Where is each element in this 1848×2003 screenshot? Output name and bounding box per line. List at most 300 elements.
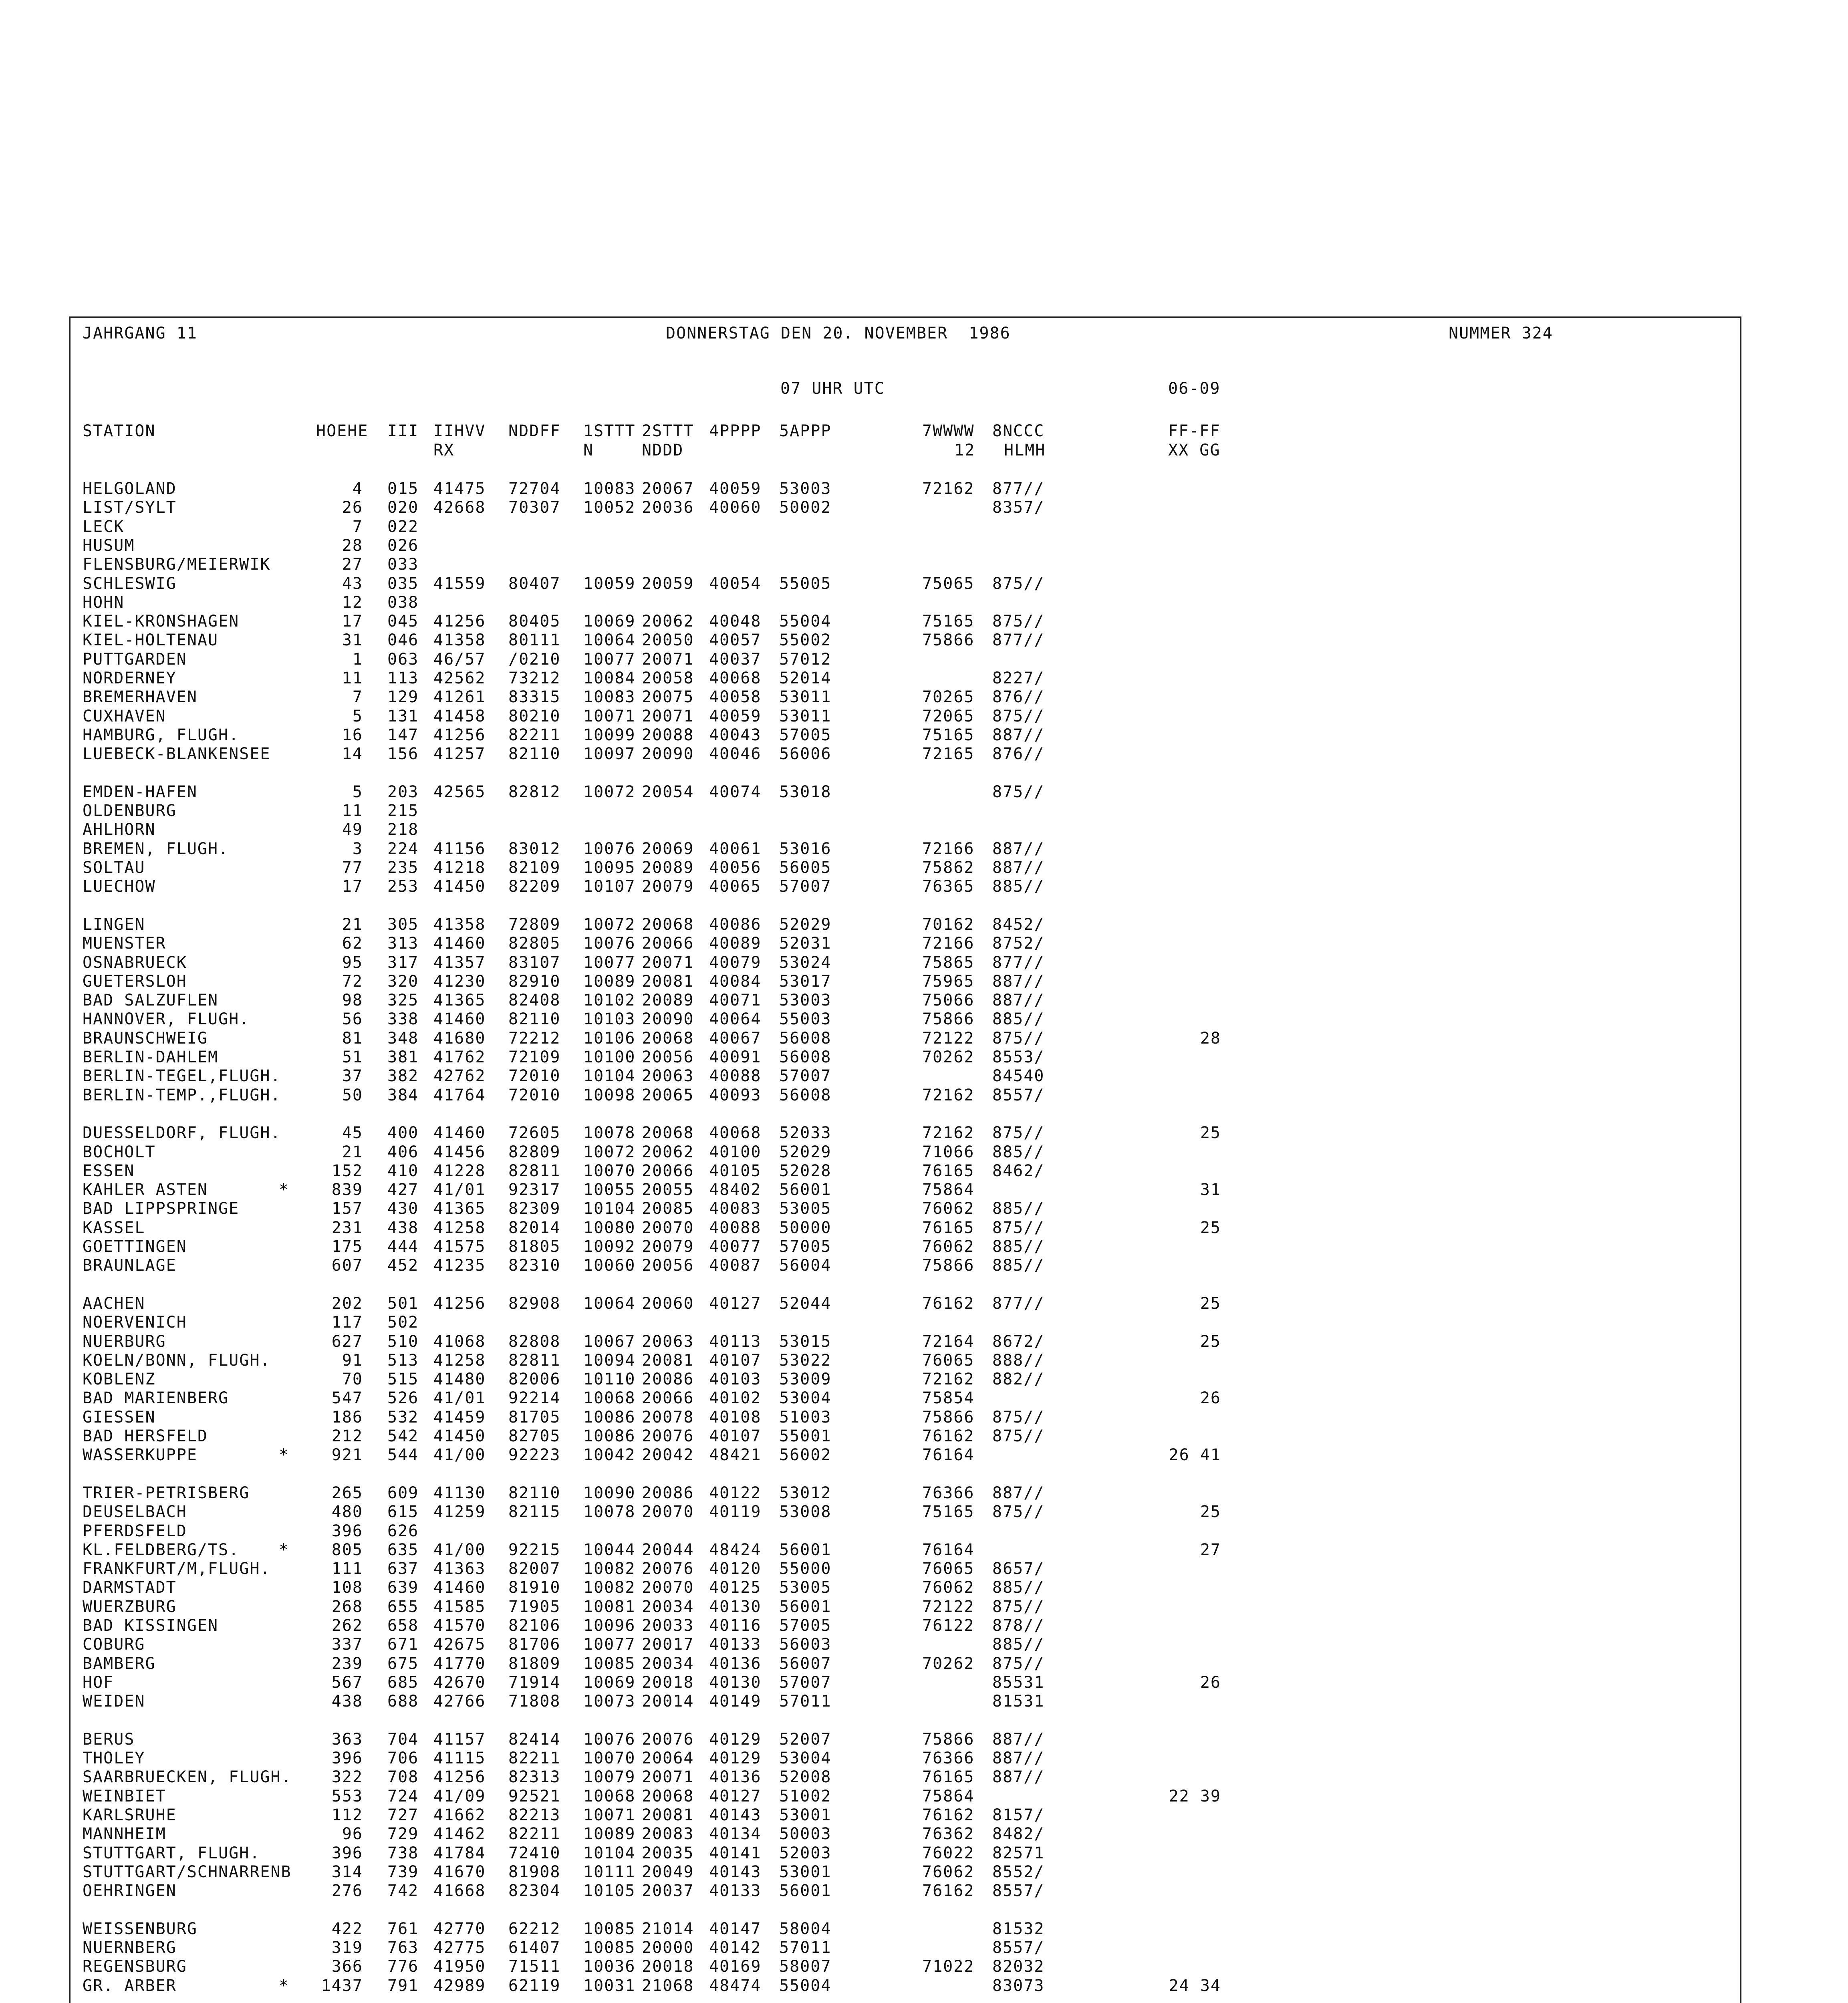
cell-nddff: 82006 xyxy=(508,1370,561,1389)
cell-hoehe: 3 xyxy=(352,839,363,858)
cell-iihvv: 41475 xyxy=(433,480,486,498)
cell-nddff: 82115 xyxy=(508,1503,561,1521)
cell-hoehe: 14 xyxy=(342,745,363,764)
cell-nddff: 92317 xyxy=(508,1181,561,1199)
cell-nddff: 82110 xyxy=(508,745,561,764)
cell-4pppp: 40061 xyxy=(709,839,762,858)
cell-8nccc: 82571 xyxy=(992,1844,1045,1862)
cell-5appp: 52031 xyxy=(779,934,832,953)
cell-iii: 384 xyxy=(387,1086,419,1104)
cell-4pppp: 40074 xyxy=(709,782,762,801)
cell-station-name: HELGOLAND xyxy=(83,480,177,498)
bulletin-sheet xyxy=(69,316,1741,2003)
cell-iii: 400 xyxy=(387,1124,419,1143)
cell-iii: 776 xyxy=(387,1957,419,1976)
cell-iihvv: 41258 xyxy=(433,1351,486,1370)
col-station: STATION xyxy=(83,422,156,440)
cell-nddff: 82209 xyxy=(508,877,561,896)
cell-1sttt: 10052 xyxy=(583,498,636,517)
cell-hoehe: 49 xyxy=(342,820,363,839)
cell-2sttt: 20086 xyxy=(642,1370,694,1389)
cell-nddff: 71914 xyxy=(508,1673,561,1692)
cell-7wwww: 76366 xyxy=(922,1749,975,1768)
cell-hoehe: 43 xyxy=(342,574,363,593)
cell-station-name: DEUSELBACH xyxy=(83,1503,187,1521)
cell-nddff: 82805 xyxy=(508,934,561,953)
cell-hoehe: 202 xyxy=(331,1294,363,1313)
cell-4pppp: 40088 xyxy=(709,1067,762,1086)
cell-8nccc: 887// xyxy=(992,1768,1045,1787)
cell-nddff: 82414 xyxy=(508,1730,561,1749)
cell-hoehe: 91 xyxy=(342,1351,363,1370)
col-ffff: FF-FF xyxy=(1168,422,1221,440)
cell-8nccc: 875// xyxy=(992,612,1045,631)
cell-iihvv: 41/01 xyxy=(433,1389,486,1408)
cell-4pppp: 40127 xyxy=(709,1787,762,1806)
cell-station-name: SCHLESWIG xyxy=(83,574,177,593)
col-1sttt: 1STTT xyxy=(583,422,636,440)
cell-nddff: 72010 xyxy=(508,1086,561,1104)
cell-nddff: 82014 xyxy=(508,1218,561,1237)
cell-mountain-marker: * xyxy=(279,1540,290,1559)
cell-2sttt: 20066 xyxy=(642,934,694,953)
cell-iihvv: 41460 xyxy=(433,934,486,953)
cell-iii: 615 xyxy=(387,1503,419,1521)
cell-4pppp: 40043 xyxy=(709,725,762,744)
cell-5appp: 52008 xyxy=(779,1768,832,1787)
cell-8nccc: 875// xyxy=(992,1597,1045,1616)
cell-hoehe: 276 xyxy=(331,1882,363,1900)
cell-iihvv: 41115 xyxy=(433,1749,486,1768)
cell-nddff: 83107 xyxy=(508,953,561,972)
cell-iii: 438 xyxy=(387,1218,419,1237)
cell-4pppp: 40087 xyxy=(709,1256,762,1275)
cell-nddff: 71808 xyxy=(508,1692,561,1711)
cell-5appp: 57007 xyxy=(779,1673,832,1692)
cell-1sttt: 10069 xyxy=(583,1673,636,1692)
cell-iii: 626 xyxy=(387,1521,419,1540)
cell-7wwww: 75065 xyxy=(922,574,975,593)
cell-station-name: OSNABRUECK xyxy=(83,953,187,972)
cell-2sttt: 20060 xyxy=(642,1294,694,1313)
col-4pppp: 4PPPP xyxy=(709,422,762,440)
cell-5appp: 53012 xyxy=(779,1483,832,1502)
cell-8nccc: 82032 xyxy=(992,1957,1045,1976)
cell-2sttt: 20063 xyxy=(642,1067,694,1086)
cell-1sttt: 10064 xyxy=(583,1294,636,1313)
cell-hoehe: 567 xyxy=(331,1673,363,1692)
cell-hoehe: 17 xyxy=(342,877,363,896)
cell-5appp: 53024 xyxy=(779,953,832,972)
cell-1sttt: 10086 xyxy=(583,1408,636,1427)
cell-hoehe: 5 xyxy=(352,707,363,725)
cell-station-name: OLDENBURG xyxy=(83,802,177,820)
cell-1sttt: 10104 xyxy=(583,1067,636,1086)
cell-1sttt: 10099 xyxy=(583,725,636,744)
cell-8nccc: 875// xyxy=(992,1218,1045,1237)
cell-1sttt: 10081 xyxy=(583,1597,636,1616)
col-8nccc: 8NCCC xyxy=(992,422,1045,440)
cell-hoehe: 396 xyxy=(331,1521,363,1540)
cell-1sttt: 10068 xyxy=(583,1787,636,1806)
cell-hoehe: 438 xyxy=(331,1692,363,1711)
cell-8nccc: 8552/ xyxy=(992,1862,1045,1881)
cell-4pppp: 40084 xyxy=(709,972,762,991)
cell-station-name: GUETERSLOH xyxy=(83,972,187,991)
cell-ffff: 25 xyxy=(1200,1503,1221,1521)
cell-7wwww: 76065 xyxy=(922,1560,975,1578)
cell-2sttt: 20017 xyxy=(642,1635,694,1654)
cell-iihvv: 42675 xyxy=(433,1635,486,1654)
cell-station-name: LUEBECK-BLANKENSEE xyxy=(83,745,271,764)
cell-station-name: WEISSENBURG xyxy=(83,1919,197,1938)
cell-5appp: 52014 xyxy=(779,669,832,687)
cell-iihvv: 41230 xyxy=(433,972,486,991)
cell-4pppp: 40143 xyxy=(709,1806,762,1824)
cell-nddff: 82408 xyxy=(508,991,561,1010)
cell-hoehe: 268 xyxy=(331,1597,363,1616)
cell-8nccc: 84540 xyxy=(992,1067,1045,1086)
cell-8nccc: 887// xyxy=(992,858,1045,877)
cell-iihvv: 42668 xyxy=(433,498,486,517)
cell-hoehe: 81 xyxy=(342,1029,363,1048)
cell-5appp: 50003 xyxy=(779,1825,832,1844)
cell-7wwww: 70265 xyxy=(922,688,975,707)
cell-station-name: MANNHEIM xyxy=(83,1825,166,1844)
cell-2sttt: 20071 xyxy=(642,650,694,669)
cell-8nccc: 875// xyxy=(992,1427,1045,1445)
cell-nddff: 82812 xyxy=(508,782,561,801)
cell-station-name: BAD SALZUFLEN xyxy=(83,991,219,1010)
cell-hoehe: 231 xyxy=(331,1218,363,1237)
cell-iii: 215 xyxy=(387,802,419,820)
cell-2sttt: 20070 xyxy=(642,1578,694,1597)
cell-8nccc: 875// xyxy=(992,1654,1045,1673)
cell-8nccc: 877// xyxy=(992,631,1045,650)
cell-1sttt: 10082 xyxy=(583,1560,636,1578)
cell-7wwww: 72162 xyxy=(922,480,975,498)
cell-4pppp: 40129 xyxy=(709,1749,762,1768)
cell-4pppp: 40067 xyxy=(709,1029,762,1048)
cell-iihvv: 41/00 xyxy=(433,1446,486,1465)
cell-nddff: 81908 xyxy=(508,1862,561,1881)
cell-5appp: 53017 xyxy=(779,972,832,991)
cell-iii: 639 xyxy=(387,1578,419,1597)
cell-4pppp: 40122 xyxy=(709,1483,762,1502)
cell-station-name: WEIDEN xyxy=(83,1692,145,1711)
cell-1sttt: 10098 xyxy=(583,1086,636,1104)
cell-8nccc: 875// xyxy=(992,1124,1045,1143)
cell-5appp: 53001 xyxy=(779,1862,832,1881)
cell-iii: 502 xyxy=(387,1313,419,1332)
cell-4pppp: 40113 xyxy=(709,1332,762,1351)
cell-iii: 156 xyxy=(387,745,419,764)
cell-1sttt: 10104 xyxy=(583,1199,636,1218)
cell-4pppp: 40130 xyxy=(709,1597,762,1616)
cell-hoehe: 37 xyxy=(342,1067,363,1086)
cell-station-name: NOERVENICH xyxy=(83,1313,187,1332)
cell-2sttt: 20089 xyxy=(642,991,694,1010)
cell-iii: 706 xyxy=(387,1749,419,1768)
cell-7wwww: 72162 xyxy=(922,1370,975,1389)
cell-5appp: 58004 xyxy=(779,1919,832,1938)
cell-iii: 038 xyxy=(387,593,419,612)
cell-5appp: 57011 xyxy=(779,1692,832,1711)
cell-station-name: COBURG xyxy=(83,1635,145,1654)
cell-nddff: 80405 xyxy=(508,612,561,631)
cell-2sttt: 20054 xyxy=(642,782,694,801)
cell-iii: 430 xyxy=(387,1199,419,1218)
cell-4pppp: 40143 xyxy=(709,1862,762,1881)
cell-nddff: 80407 xyxy=(508,574,561,593)
cell-7wwww: 75866 xyxy=(922,1730,975,1749)
cell-station-name: ESSEN xyxy=(83,1161,135,1180)
cell-7wwww: 75165 xyxy=(922,1503,975,1521)
cell-8nccc: 885// xyxy=(992,1237,1045,1256)
cell-7wwww: 75165 xyxy=(922,612,975,631)
cell-nddff: 70307 xyxy=(508,498,561,517)
cell-iii: 147 xyxy=(387,725,419,744)
cell-station-name: HAMBURG, FLUGH. xyxy=(83,725,240,744)
cell-iihvv: 46/57 xyxy=(433,650,486,669)
col-7wwww-sub: 12 xyxy=(954,441,975,459)
cell-2sttt: 20059 xyxy=(642,574,694,593)
cell-8nccc: 887// xyxy=(992,1749,1045,1768)
cell-station-name: BAD LIPPSPRINGE xyxy=(83,1199,240,1218)
cell-7wwww: 76165 xyxy=(922,1218,975,1237)
cell-iihvv: 41/01 xyxy=(433,1181,486,1199)
cell-1sttt: 10071 xyxy=(583,1806,636,1824)
cell-4pppp: 40056 xyxy=(709,858,762,877)
cell-2sttt: 20062 xyxy=(642,1143,694,1161)
cell-8nccc: 877// xyxy=(992,1294,1045,1313)
cell-station-name: BAMBERG xyxy=(83,1654,156,1673)
cell-mountain-marker: * xyxy=(279,1181,290,1199)
cell-station-name: BERLIN-DAHLEM xyxy=(83,1048,219,1066)
cell-iihvv: 41462 xyxy=(433,1825,486,1844)
cell-8nccc: 876// xyxy=(992,688,1045,707)
cell-1sttt: 10089 xyxy=(583,1825,636,1844)
cell-iihvv: 42562 xyxy=(433,669,486,687)
cell-7wwww: 76362 xyxy=(922,1825,975,1844)
cell-8nccc: 887// xyxy=(992,725,1045,744)
cell-7wwww: 76062 xyxy=(922,1199,975,1218)
cell-iii: 739 xyxy=(387,1862,419,1881)
cell-iii: 015 xyxy=(387,480,419,498)
cell-iii: 026 xyxy=(387,536,419,555)
cell-8nccc: 885// xyxy=(992,1143,1045,1161)
cell-nddff: 62212 xyxy=(508,1919,561,1938)
cell-8nccc: 8452/ xyxy=(992,915,1045,934)
cell-4pppp: 48421 xyxy=(709,1446,762,1465)
cell-2sttt: 20081 xyxy=(642,1351,694,1370)
cell-4pppp: 40064 xyxy=(709,1010,762,1029)
cell-iihvv: 41762 xyxy=(433,1048,486,1066)
cell-7wwww: 75165 xyxy=(922,725,975,744)
cell-2sttt: 20037 xyxy=(642,1882,694,1900)
cell-iii: 501 xyxy=(387,1294,419,1313)
cell-hoehe: 265 xyxy=(331,1483,363,1502)
cell-iihvv: 41668 xyxy=(433,1882,486,1900)
cell-5appp: 56002 xyxy=(779,1446,832,1465)
cell-iihvv: 42565 xyxy=(433,782,486,801)
cell-5appp: 51002 xyxy=(779,1787,832,1806)
cell-4pppp: 40071 xyxy=(709,991,762,1010)
cell-nddff: 82808 xyxy=(508,1332,561,1351)
cell-2sttt: 20035 xyxy=(642,1844,694,1862)
cell-iii: 542 xyxy=(387,1427,419,1445)
cell-iii: 020 xyxy=(387,498,419,517)
cell-8nccc: 83073 xyxy=(992,1976,1045,1995)
cell-2sttt: 20065 xyxy=(642,1086,694,1104)
cell-5appp: 53011 xyxy=(779,707,832,725)
cell-1sttt: 10078 xyxy=(583,1503,636,1521)
cell-2sttt: 20081 xyxy=(642,972,694,991)
cell-hoehe: 175 xyxy=(331,1237,363,1256)
cell-4pppp: 40120 xyxy=(709,1560,762,1578)
cell-5appp: 56001 xyxy=(779,1882,832,1900)
cell-5appp: 53022 xyxy=(779,1351,832,1370)
cell-4pppp: 40133 xyxy=(709,1635,762,1654)
cell-1sttt: 10080 xyxy=(583,1218,636,1237)
cell-station-name: BOCHOLT xyxy=(83,1143,156,1161)
cell-nddff: 83315 xyxy=(508,688,561,707)
cell-hoehe: 422 xyxy=(331,1919,363,1938)
cell-iihvv: 41450 xyxy=(433,877,486,896)
cell-nddff: 81706 xyxy=(508,1635,561,1654)
cell-station-name: BAD KISSINGEN xyxy=(83,1616,219,1635)
cell-nddff: 72410 xyxy=(508,1844,561,1862)
cell-nddff: 82211 xyxy=(508,1825,561,1844)
cell-1sttt: 10071 xyxy=(583,707,636,725)
cell-5appp: 57007 xyxy=(779,1067,832,1086)
cell-iihvv: 41585 xyxy=(433,1597,486,1616)
cell-1sttt: 10084 xyxy=(583,669,636,687)
cell-2sttt: 20034 xyxy=(642,1597,694,1616)
cell-nddff: 82809 xyxy=(508,1143,561,1161)
cell-hoehe: 921 xyxy=(331,1446,363,1465)
cell-hoehe: 4 xyxy=(352,480,363,498)
cell-5appp: 56001 xyxy=(779,1181,832,1199)
cell-hoehe: 11 xyxy=(342,802,363,820)
cell-iii: 761 xyxy=(387,1919,419,1938)
cell-station-name: BAD MARIENBERG xyxy=(83,1389,229,1408)
cell-4pppp: 40136 xyxy=(709,1768,762,1787)
cell-1sttt: 10072 xyxy=(583,1143,636,1161)
cell-iihvv: 41662 xyxy=(433,1806,486,1824)
cell-nddff: 82109 xyxy=(508,858,561,877)
cell-1sttt: 10094 xyxy=(583,1351,636,1370)
cell-7wwww: 71022 xyxy=(922,1957,975,1976)
cell-iihvv: 41770 xyxy=(433,1654,486,1673)
cell-5appp: 52044 xyxy=(779,1294,832,1313)
cell-4pppp: 40130 xyxy=(709,1673,762,1692)
cell-iii: 729 xyxy=(387,1825,419,1844)
cell-iii: 325 xyxy=(387,991,419,1010)
cell-5appp: 53011 xyxy=(779,688,832,707)
cell-7wwww: 75965 xyxy=(922,972,975,991)
cell-7wwww: 76366 xyxy=(922,1483,975,1502)
cell-iihvv: 41218 xyxy=(433,858,486,877)
cell-hoehe: 1437 xyxy=(321,1976,363,1995)
cell-iii: 510 xyxy=(387,1332,419,1351)
cell-iihvv: 42770 xyxy=(433,1919,486,1938)
cell-1sttt: 10044 xyxy=(583,1540,636,1559)
cell-iii: 544 xyxy=(387,1446,419,1465)
cell-station-name: BERLIN-TEGEL,FLUGH. xyxy=(83,1067,281,1086)
col-iihvv-sub: RX xyxy=(433,441,455,459)
cell-4pppp: 48424 xyxy=(709,1540,762,1559)
cell-8nccc: 875// xyxy=(992,782,1045,801)
cell-1sttt: 10106 xyxy=(583,1029,636,1048)
cell-1sttt: 10102 xyxy=(583,991,636,1010)
cell-2sttt: 20076 xyxy=(642,1730,694,1749)
cell-8nccc: 875// xyxy=(992,1029,1045,1048)
cell-8nccc: 8752/ xyxy=(992,934,1045,953)
cell-hoehe: 50 xyxy=(342,1086,363,1104)
cell-4pppp: 40169 xyxy=(709,1957,762,1976)
cell-2sttt: 20034 xyxy=(642,1654,694,1673)
cell-iii: 317 xyxy=(387,953,419,972)
cell-nddff: 82811 xyxy=(508,1351,561,1370)
cell-8nccc: 882// xyxy=(992,1370,1045,1389)
cell-station-name: SAARBRUECKEN, FLUGH. xyxy=(83,1768,292,1787)
cell-hoehe: 553 xyxy=(331,1787,363,1806)
cell-1sttt: 10067 xyxy=(583,1332,636,1351)
cell-iii: 235 xyxy=(387,858,419,877)
cell-station-name: GOETTINGEN xyxy=(83,1237,187,1256)
cell-hoehe: 70 xyxy=(342,1370,363,1389)
cell-ffff: 26 41 xyxy=(1169,1446,1221,1465)
cell-2sttt: 20070 xyxy=(642,1503,694,1521)
cell-2sttt: 20044 xyxy=(642,1540,694,1559)
cell-5appp: 53003 xyxy=(779,480,832,498)
cell-1sttt: 10090 xyxy=(583,1483,636,1502)
cell-iihvv: 41256 xyxy=(433,1294,486,1313)
cell-2sttt: 21068 xyxy=(642,1976,694,1995)
cell-5appp: 53005 xyxy=(779,1199,832,1218)
cell-hoehe: 111 xyxy=(331,1560,363,1578)
cell-4pppp: 40077 xyxy=(709,1237,762,1256)
cell-iihvv: 41357 xyxy=(433,953,486,972)
cell-mountain-marker: * xyxy=(279,1446,290,1465)
cell-ffff: 25 xyxy=(1200,1294,1221,1313)
cell-nddff: 82910 xyxy=(508,972,561,991)
cell-station-name: PFERDSFELD xyxy=(83,1521,187,1540)
cell-7wwww: 76365 xyxy=(922,877,975,896)
cell-2sttt: 20018 xyxy=(642,1673,694,1692)
cell-iii: 513 xyxy=(387,1351,419,1370)
cell-station-name: STUTTGART/SCHNARRENB xyxy=(83,1862,292,1881)
cell-ffff: 25 xyxy=(1200,1332,1221,1351)
cell-nddff: 81705 xyxy=(508,1408,561,1427)
cell-station-name: AHLHORN xyxy=(83,820,156,839)
cell-iii: 410 xyxy=(387,1161,419,1180)
cell-7wwww: 76165 xyxy=(922,1161,975,1180)
cell-5appp: 52003 xyxy=(779,1844,832,1862)
cell-5appp: 55000 xyxy=(779,1560,832,1578)
cell-4pppp: 40102 xyxy=(709,1389,762,1408)
cell-5appp: 50000 xyxy=(779,1218,832,1237)
cell-1sttt: 10096 xyxy=(583,1616,636,1635)
cell-nddff: 72212 xyxy=(508,1029,561,1048)
cell-7wwww: 70262 xyxy=(922,1654,975,1673)
cell-1sttt: 10036 xyxy=(583,1957,636,1976)
cell-4pppp: 40046 xyxy=(709,745,762,764)
cell-iii: 444 xyxy=(387,1237,419,1256)
cell-hoehe: 7 xyxy=(352,517,363,536)
cell-8nccc: 875// xyxy=(992,1503,1045,1521)
